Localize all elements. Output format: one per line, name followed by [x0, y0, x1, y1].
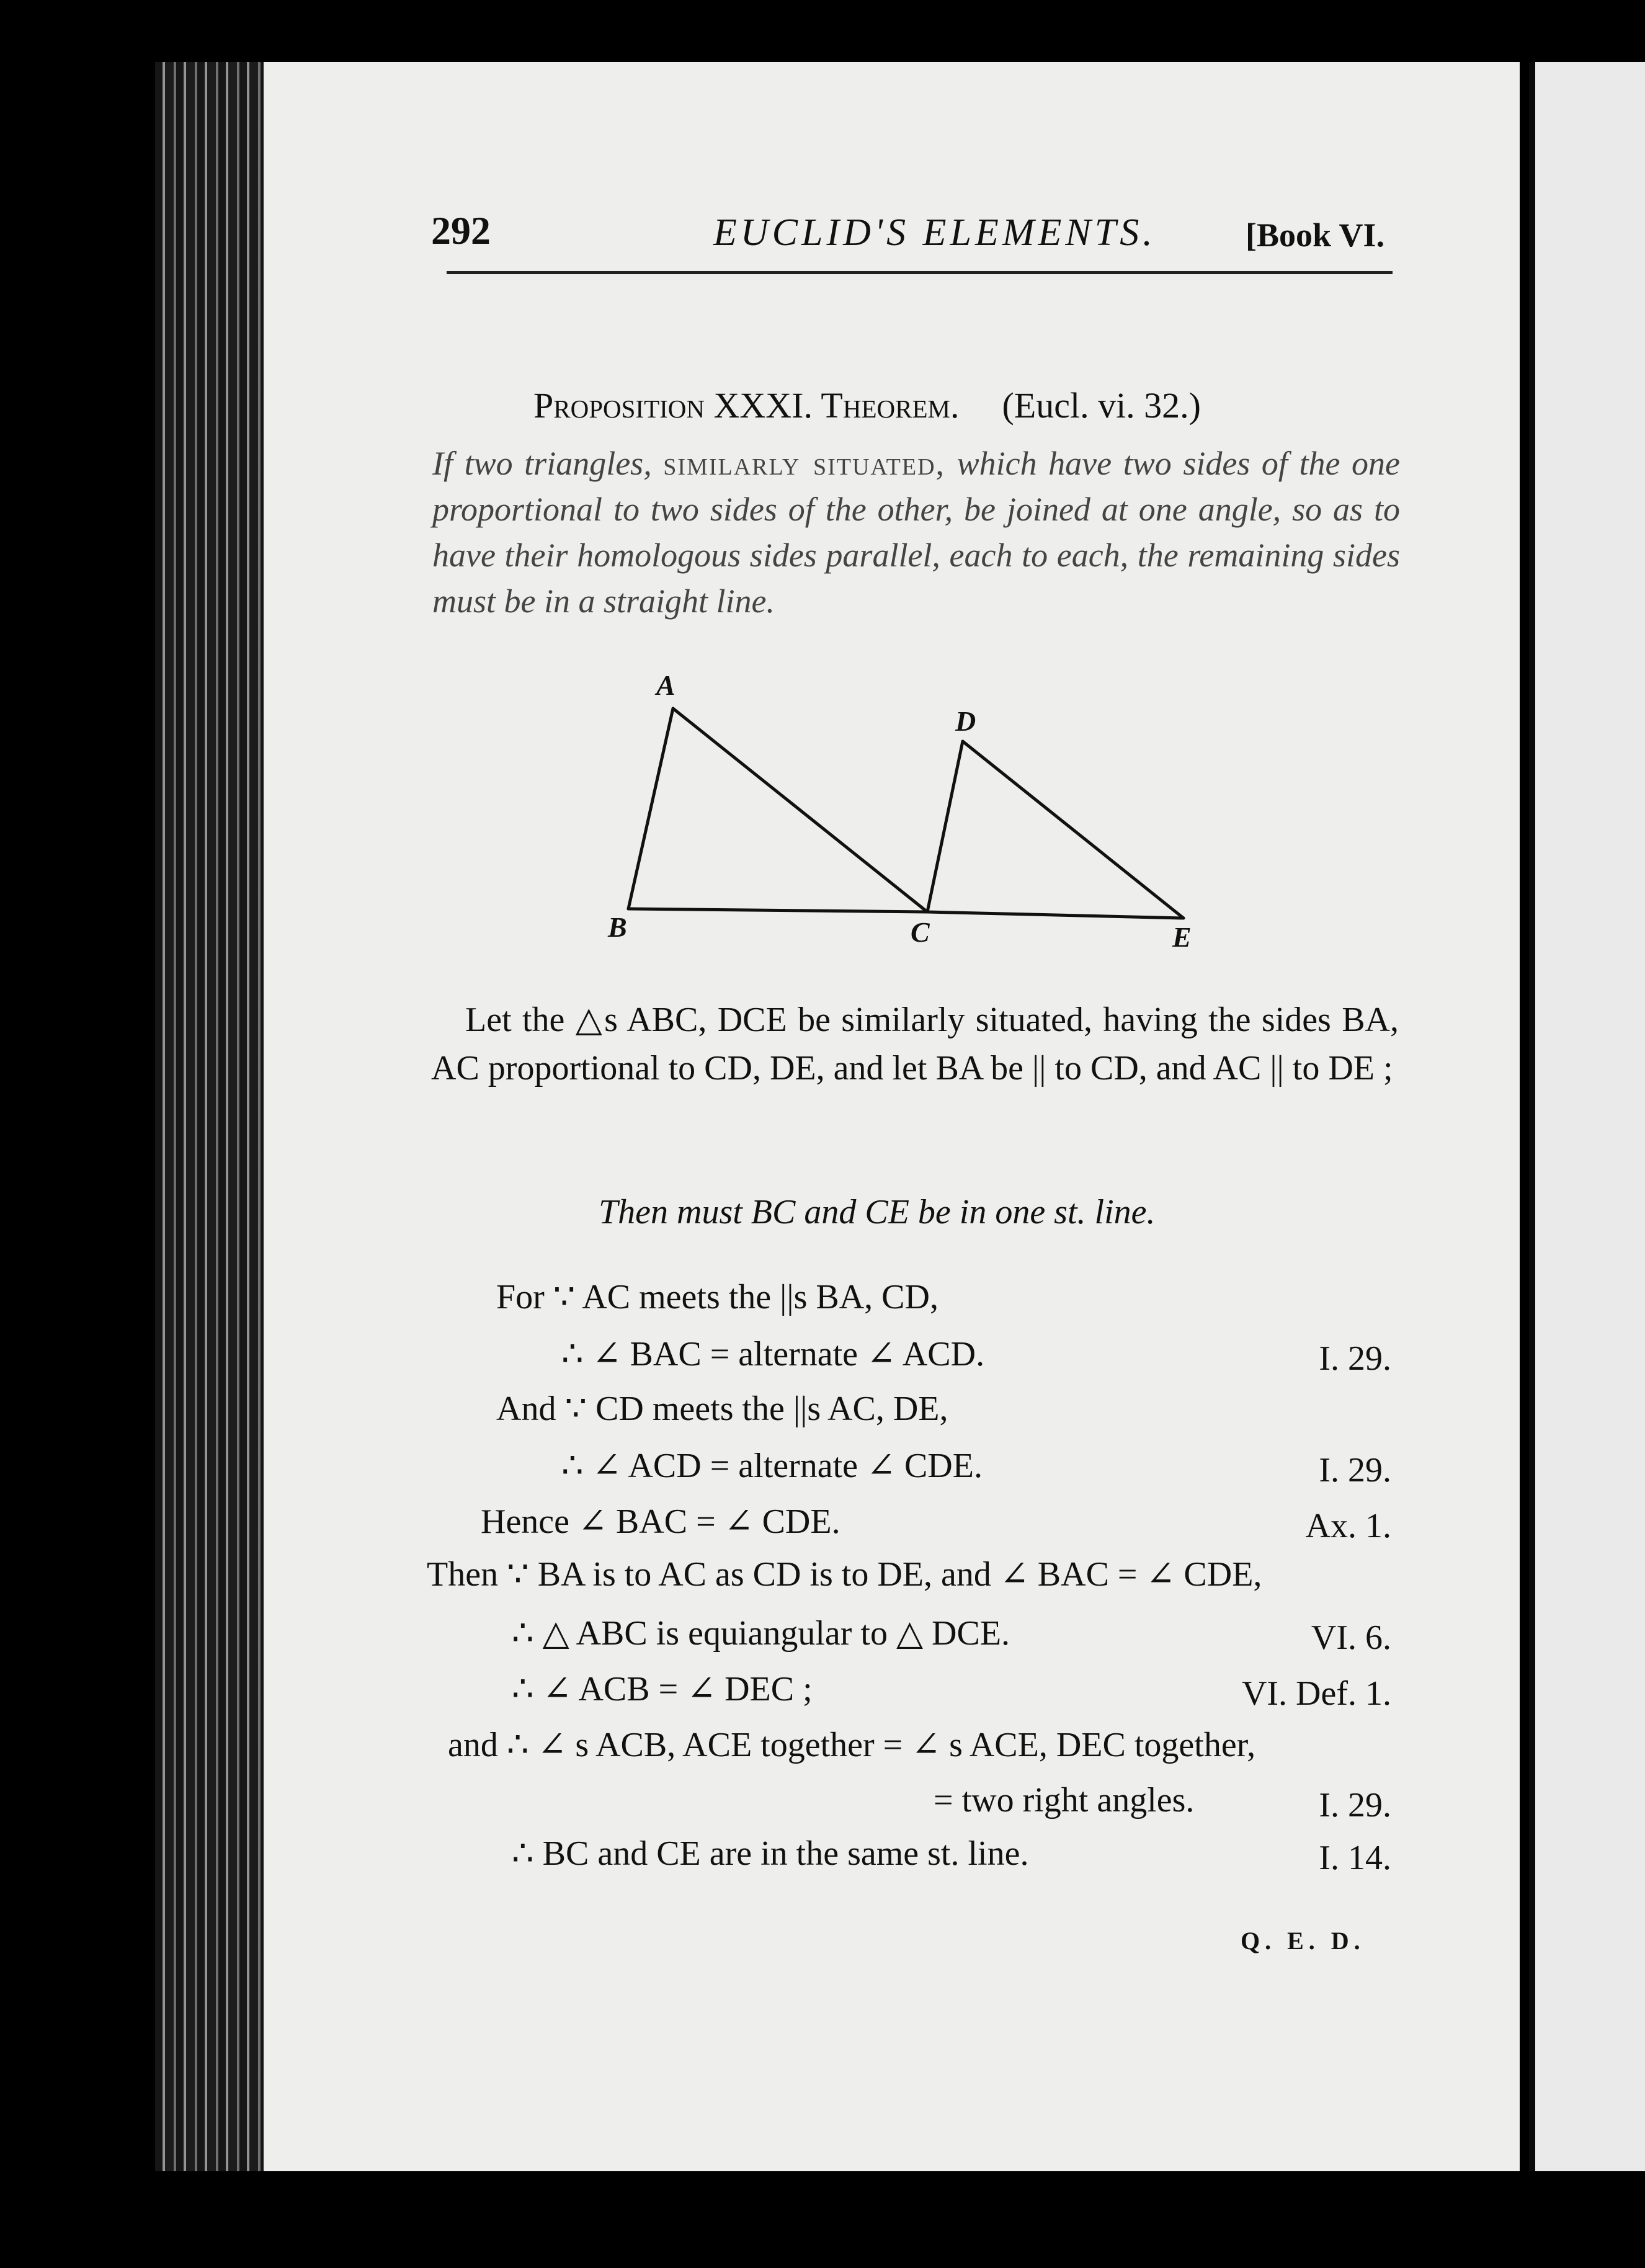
- proof-ref-2: I. 29.: [1319, 1339, 1391, 1378]
- proof-line-9: and ∴ ∠ s ACB, ACE together = ∠ s ACE, DEC together,: [448, 1726, 1256, 1764]
- qed-mark: Q. E. D.: [1241, 1927, 1365, 1955]
- enunciation: [432, 440, 1400, 624]
- enunciation-emphasis: similarly situated,: [663, 445, 946, 482]
- line-ce: [927, 912, 1184, 918]
- proof-line-4: ∴ ∠ ACD = alternate ∠ CDE.: [561, 1447, 983, 1485]
- proof-ref-7: VI. 6.: [1311, 1618, 1391, 1657]
- triangles-figure: [583, 664, 1216, 962]
- proof-line-5: Hence ∠ BAC = ∠ CDE.: [481, 1502, 840, 1541]
- proof-ref-8: VI. Def. 1.: [1241, 1674, 1391, 1713]
- enunciation-part1: If two triangles,: [432, 445, 652, 482]
- proof-line-6: Then ∵ BA is to AC as CD is to DE, and ∠ BAC = ∠ CDE,: [427, 1555, 1262, 1594]
- line-ab: [628, 708, 673, 909]
- header-rule: [447, 271, 1393, 274]
- label-d: D: [955, 705, 976, 737]
- proof-line-11: ∴ BC and CE are in the same st. line.: [512, 1834, 1029, 1873]
- label-e: E: [1172, 921, 1192, 953]
- proof-ref-10: I. 29.: [1319, 1786, 1391, 1824]
- running-title: EUCLID'S ELEMENTS.: [713, 212, 1156, 254]
- label-b: B: [608, 911, 627, 943]
- proof-line-3: And ∵ CD meets the ||s AC, DE,: [496, 1390, 948, 1428]
- proof-ref-5: Ax. 1.: [1305, 1507, 1391, 1545]
- setting-paragraph: Let the △s ABC, DCE be similarly situated, having the sides BA, AC proportional to CD, DE, and let BA be || to CD, and AC || to DE ;: [431, 1001, 1399, 1087]
- proof-line-10: = two right angles.: [934, 1781, 1195, 1819]
- book-binding-edge: [155, 62, 264, 2171]
- label-a: A: [656, 669, 675, 701]
- proof-line-2: ∴ ∠ BAC = alternate ∠ ACD.: [561, 1335, 985, 1373]
- line-ac: [673, 708, 927, 912]
- proof-ref-11: I. 14.: [1319, 1839, 1391, 1877]
- conclusion-statement: Then must BC and CE be in one st. line.: [599, 1193, 1156, 1231]
- enunciation-part2: which have two sides of the one proportional to two sides of the other, be joined at one angle, so as to have their homologous sides parallel, each to each, the remaining sides must be in a straight line.: [432, 445, 1401, 620]
- next-page-edge: [1529, 62, 1645, 2171]
- page-number: 292: [431, 208, 491, 252]
- book-label: [Book VI.: [1246, 217, 1385, 254]
- label-c: C: [911, 916, 930, 948]
- proof-line-7: ∴ △ ABC is equiangular to △ DCE.: [512, 1614, 1010, 1653]
- proof-ref-4: I. 29.: [1319, 1451, 1391, 1489]
- line-cd: [927, 741, 963, 912]
- line-bc: [628, 909, 927, 912]
- proposition-title: [533, 385, 1201, 426]
- line-de: [963, 741, 1184, 918]
- proposition-heading: Proposition XXXI. Theorem.: [533, 385, 960, 426]
- euclid-reference: (Eucl. vi. 32.): [1002, 385, 1201, 426]
- proof-line-8: ∴ ∠ ACB = ∠ DEC ;: [512, 1670, 813, 1708]
- proof-line-1: For ∵ AC meets the ||s BA, CD,: [496, 1278, 938, 1316]
